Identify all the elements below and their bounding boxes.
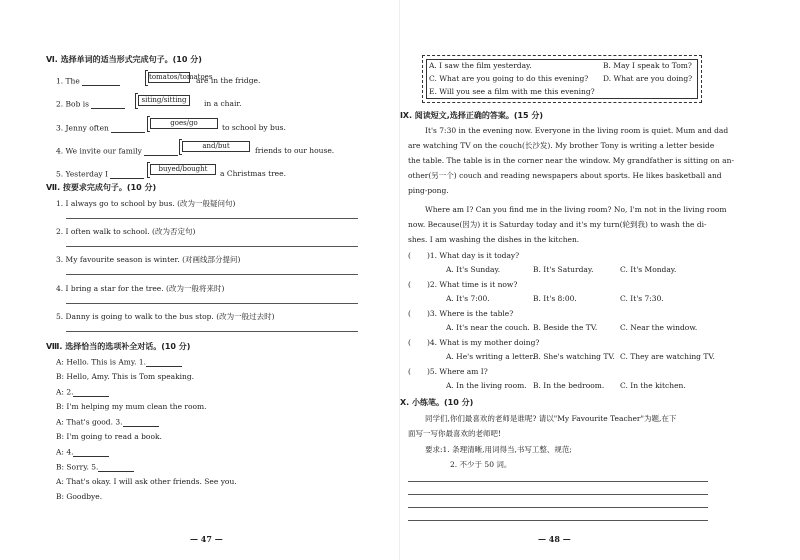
s8-line-5 (56, 418, 159, 427)
answer-paren-open[interactable]: ( (408, 251, 411, 260)
writing-prompt-2: 面写一写你最喜欢的老师吧! (408, 429, 502, 438)
q5-option-c: C. In the kitchen. (620, 381, 686, 390)
s8-blank-2[interactable] (73, 388, 109, 397)
writing-line-2[interactable] (408, 494, 708, 495)
s8-line-3-text: A: 2. (56, 387, 74, 397)
passage-line-6: Where am I? Can you find me in the living room? No, I'm not in the living room (425, 205, 727, 214)
question-2-text: )2. What time is it now? (426, 280, 518, 289)
s6-item-4-post: friends to our house. (255, 146, 335, 155)
passage-line-4: other(另一个) couch and reading newspapers about sports. He likes basketball and (408, 171, 722, 180)
s8-blank-5[interactable] (98, 463, 134, 472)
question-2 (408, 281, 517, 290)
s6-item-4-blank[interactable] (144, 147, 178, 156)
s6-item-2-blank[interactable] (91, 100, 125, 109)
answer-paren-open[interactable]: ( (408, 280, 411, 289)
s8-blank-1[interactable] (146, 358, 182, 367)
question-5-text: )5. Where am I? (426, 367, 488, 376)
passage-line-5: ping-pong. (408, 186, 449, 195)
q2-option-a: A. It's 7:00. (446, 294, 490, 303)
q3-option-c: C. Near the window. (620, 323, 698, 332)
s8-blank-3[interactable] (123, 418, 159, 427)
s6-item-5 (56, 170, 144, 179)
question-4-text: )4. What is my mother doing? (426, 338, 540, 347)
writing-prompt-1: 同学们,你们最喜欢的老师是谁呢? 请以"My Favourite Teacher"为题,在下 (425, 414, 677, 423)
s6-item-5-blank[interactable] (110, 170, 144, 179)
q3-option-a: A. It's near the couch. (446, 323, 530, 332)
s8-line-10: B: Goodbye. (56, 492, 103, 501)
writing-line-3[interactable] (408, 507, 708, 508)
answer-paren-open[interactable]: ( (408, 338, 411, 347)
s6-item-1-word: tomatos/tomatoes (149, 73, 213, 81)
question-3 (408, 310, 513, 319)
passage-line-1: It's 7:30 in the evening now. Everyone in the living room is quiet. Mum and dad (425, 126, 729, 135)
q5-option-a: A. In the living room. (446, 381, 527, 390)
option-c: C. What are you going to do this evening? (429, 74, 589, 83)
answer-paren-open[interactable]: ( (408, 367, 411, 376)
s7-item-4: 4. I bring a star for the tree. (改为一般将来时) (56, 284, 225, 293)
s7-item-3: 3. My favourite season is winter. (对画线部分提问) (56, 255, 241, 264)
q4-option-a: A. He's writing a letter. (446, 352, 535, 361)
s6-item-2-word: siting/sitting (138, 95, 190, 106)
passage-line-7: now. Because(因为) it is Saturday today and it's my turn(轮到我) to wash the di- (408, 220, 707, 229)
s6-item-2-pre: 2. Bob is (56, 99, 89, 109)
q1-option-b: B. It's Saturday. (533, 265, 594, 274)
option-e: E. Will you see a film with me this evening? (429, 87, 595, 96)
answer-paren-open[interactable]: ( (408, 309, 411, 318)
section-7-title: Ⅶ. 按要求完成句子。(10 分) (46, 183, 157, 192)
option-a: A. I saw the film yesterday. (429, 61, 532, 70)
s6-item-5-word: buyed/bought (150, 164, 216, 175)
s8-line-7 (56, 448, 109, 457)
q3-option-b: B. Beside the TV. (533, 323, 598, 332)
writing-req-1: 要求:1. 条理清晰,用词得当,书写工整、规范; (425, 445, 572, 454)
s6-item-1-blank[interactable] (82, 77, 120, 86)
s7-answer-line-2[interactable] (66, 246, 358, 247)
option-b: B. May I speak to Tom? (603, 61, 692, 70)
passage-line-2: are watching TV on the couch(长沙发). My brother Tony is writing a letter beside (408, 141, 715, 150)
option-d: D. What are you doing? (603, 74, 693, 83)
s8-line-7-text: A: 4. (56, 447, 74, 457)
s6-item-3-post: to school by bus. (222, 123, 286, 132)
s8-line-1 (56, 358, 182, 367)
s7-answer-line-1[interactable] (66, 218, 358, 219)
page-48 (400, 0, 800, 560)
s8-line-6: B: I'm going to read a book. (56, 432, 162, 441)
passage-line-3: the table. The table is in the corner near the window. My grandfather is sitting on an- (408, 156, 734, 165)
section-8-title: Ⅷ. 选择恰当的选项补全对话。(10 分) (46, 342, 191, 351)
q5-option-b: B. In the bedroom. (533, 381, 605, 390)
s6-item-3-blank[interactable] (111, 124, 145, 133)
s6-item-2 (56, 100, 125, 109)
passage-line-8: shes. I am washing the dishes in the kitchen. (408, 235, 580, 244)
question-5 (408, 368, 488, 377)
s6-item-2-post: in a chair. (204, 99, 242, 108)
s6-item-4-word: and/but (182, 141, 250, 152)
question-3-text: )3. Where is the table? (426, 309, 514, 318)
s6-item-5-post: a Christmas tree. (220, 169, 286, 178)
section-9-title: Ⅸ. 阅读短文,选择正确的答案。(15 分) (400, 111, 544, 120)
q2-option-c: C. It's 7:30. (620, 294, 664, 303)
s6-item-5-pre: 5. Yesterday I (56, 169, 109, 179)
s8-line-9: A: That's okay. I will ask other friends. See you. (56, 477, 237, 486)
question-4 (408, 339, 539, 348)
writing-line-4[interactable] (408, 520, 708, 521)
s7-answer-line-3[interactable] (66, 274, 358, 275)
s6-item-1 (56, 77, 120, 86)
s6-item-1-pre: 1. The (56, 76, 80, 86)
page-number-48: — 48 — (538, 533, 571, 544)
s6-item-1-post: are in the fridge. (196, 76, 261, 85)
s6-item-3-word: goes/go (150, 118, 218, 129)
s6-item-3 (56, 124, 145, 133)
s7-item-1: 1. I always go to school by bus. (改为一般疑问句) (56, 199, 236, 208)
q4-option-c: C. They are watching TV. (620, 352, 715, 361)
q4-option-b: B. She's watching TV. (533, 352, 615, 361)
q1-option-a: A. It's Sunday. (446, 265, 501, 274)
s6-item-3-pre: 3. Jenny often (56, 123, 109, 133)
s7-answer-line-4[interactable] (66, 303, 358, 304)
s6-item-4-pre: 4. We invite our family (56, 146, 142, 156)
writing-req-2: 2. 不少于 50 词。 (450, 460, 512, 469)
s6-item-4 (56, 147, 178, 156)
question-1 (408, 252, 519, 261)
s8-line-3 (56, 388, 109, 397)
question-1-text: )1. What day is it today? (426, 251, 520, 260)
page-number-47: — 47 — (190, 533, 223, 544)
q1-option-c: C. It's Monday. (620, 265, 677, 274)
s8-line-1-text: A: Hello. This is Amy. 1. (56, 357, 147, 367)
q2-option-b: B. It's 8:00. (533, 294, 577, 303)
section-6-title: Ⅵ. 选择单词的适当形式完成句子。(10 分) (46, 55, 202, 64)
s8-line-4: B: I'm helping my mum clean the room. (56, 402, 207, 411)
s8-line-8-text: B: Sorry. 5. (56, 462, 99, 472)
s7-item-5: 5. Danny is going to walk to the bus stop. (改为一般过去时) (56, 312, 275, 321)
s7-answer-line-5[interactable] (66, 331, 358, 332)
s8-line-8 (56, 463, 134, 472)
s8-line-5-text: A: That's good. 3. (56, 417, 123, 427)
s7-item-2: 2. I often walk to school. (改为否定句) (56, 227, 196, 236)
writing-line-1[interactable] (408, 481, 708, 482)
options-box (422, 55, 702, 103)
s8-blank-4[interactable] (73, 448, 109, 457)
section-10-title: Ⅹ. 小练笔。(10 分) (400, 398, 474, 407)
s8-line-2: B: Hello, Amy. This is Tom speaking. (56, 372, 195, 381)
